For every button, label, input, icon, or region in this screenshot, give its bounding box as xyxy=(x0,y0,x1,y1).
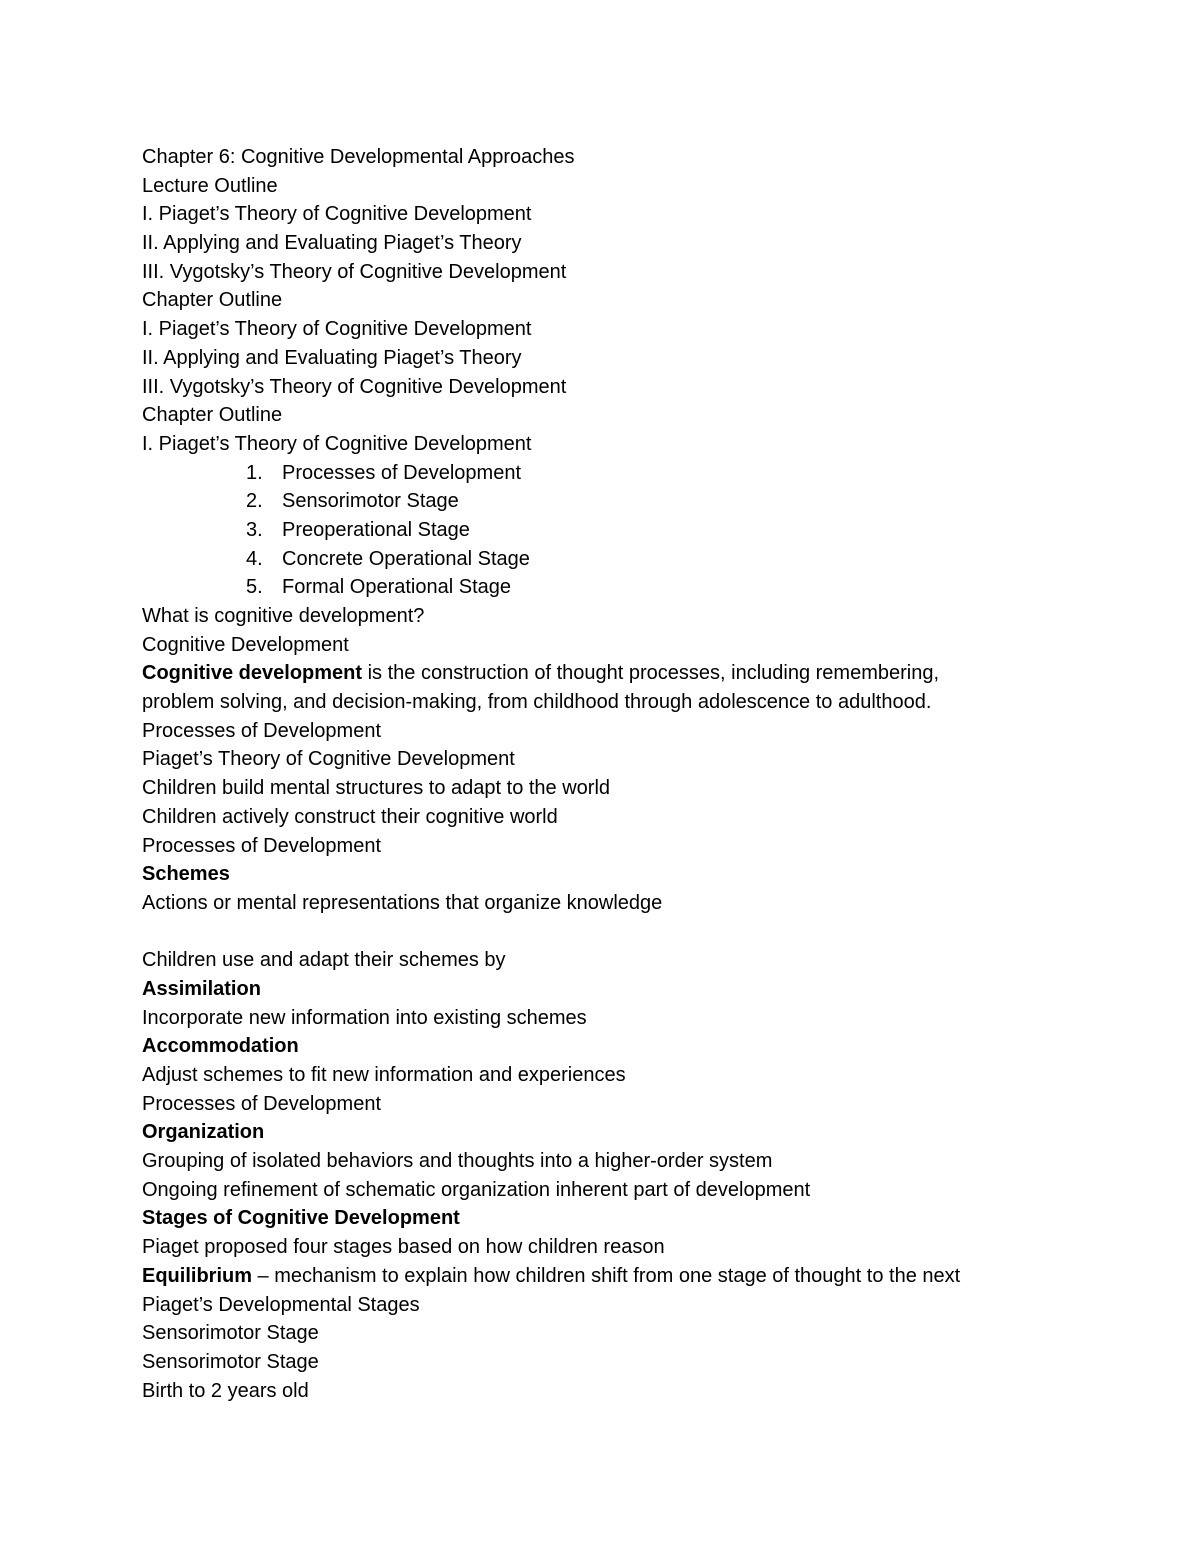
list-number: 2. xyxy=(246,490,263,513)
list-number: 1. xyxy=(246,461,263,484)
bold-term: Organization xyxy=(142,1121,265,1144)
text-line: Children actively construct their cognitive world xyxy=(142,805,558,828)
text-line: Chapter Outline xyxy=(142,404,283,427)
text-line: Sensorimotor Stage xyxy=(142,1322,319,1345)
text-line: Processes of Development xyxy=(142,1092,382,1115)
text-line: Chapter Outline xyxy=(142,289,283,312)
list-item xyxy=(142,573,1102,602)
text-line: Adjust schemes to fit new information and experiences xyxy=(142,1064,626,1086)
bold-term: Equilibrium xyxy=(142,1264,252,1287)
chapter-title: Chapter 6: Cognitive Developmental Approaches xyxy=(142,146,575,168)
text-line: What is cognitive development? xyxy=(142,605,425,627)
list-item xyxy=(142,459,1102,488)
text-line: II. Applying and Evaluating Piaget’s Theory xyxy=(142,346,522,369)
text-line: Lecture Outline xyxy=(142,174,278,197)
list-text: Formal Operational Stage xyxy=(282,576,512,599)
bold-term: Accommodation xyxy=(142,1035,299,1058)
list-item xyxy=(142,545,1102,574)
list-number: 3. xyxy=(246,518,263,541)
text-line: Children build mental structures to adapt to the world xyxy=(142,777,611,800)
list-item xyxy=(142,487,1102,516)
list-text: Processes of Development xyxy=(282,461,522,484)
text-line: Birth to 2 years old xyxy=(142,1379,309,1402)
text-line: Ongoing refinement of schematic organization inherent part of development xyxy=(142,1178,811,1201)
text-line: I. Piaget’s Theory of Cognitive Development xyxy=(142,203,532,226)
equilibrium-line xyxy=(142,1262,1102,1291)
text-line: Processes of Development xyxy=(142,719,382,742)
text-line: Cognitive Development xyxy=(142,633,349,656)
text-line: Incorporate new information into existing schemes xyxy=(142,1006,587,1029)
text-line: Sensorimotor Stage xyxy=(142,1350,319,1373)
bold-term: Stages of Cognitive Development xyxy=(142,1207,460,1230)
bold-term: Assimilation xyxy=(142,977,261,1000)
definition-line xyxy=(142,659,1102,688)
text-line: Piaget proposed four stages based on how children reason xyxy=(142,1236,665,1259)
text-line: Piaget’s Theory of Cognitive Development xyxy=(142,748,515,771)
list-item xyxy=(142,516,1102,545)
list-number: 5. xyxy=(246,576,263,599)
text-line: III. Vygotsky’s Theory of Cognitive Development xyxy=(142,260,567,283)
text-line: II. Applying and Evaluating Piaget’s Theory xyxy=(142,232,522,255)
text-line: problem solving, and decision-making, from childhood through adolescence to adulthood. xyxy=(142,691,932,714)
list-text: Concrete Operational Stage xyxy=(282,547,530,570)
text-line: Grouping of isolated behaviors and thoughts into a higher-order system xyxy=(142,1150,773,1173)
blank-line xyxy=(142,918,1102,947)
numbered-list xyxy=(142,459,1102,602)
text-line: Children use and adapt their schemes by xyxy=(142,949,506,972)
list-text: Preoperational Stage xyxy=(282,518,470,541)
list-number: 4. xyxy=(246,547,263,570)
bold-term: Schemes xyxy=(142,863,230,886)
list-text: Sensorimotor Stage xyxy=(282,490,459,513)
text-line: I. Piaget’s Theory of Cognitive Development xyxy=(142,318,532,341)
definition-text: is the construction of thought processes, including remembering, xyxy=(362,662,940,685)
text-line: Actions or mental representations that organize knowledge xyxy=(142,891,663,914)
text-line: Processes of Development xyxy=(142,834,382,857)
text-line: Piaget’s Developmental Stages xyxy=(142,1293,420,1316)
definition-text: – mechanism to explain how children shift from one stage of thought to the next xyxy=(252,1264,961,1287)
definition-term: Cognitive development xyxy=(142,662,363,685)
text-line: III. Vygotsky’s Theory of Cognitive Development xyxy=(142,375,567,398)
document-body xyxy=(142,143,1102,1405)
text-line: I. Piaget’s Theory of Cognitive Development xyxy=(142,432,532,455)
